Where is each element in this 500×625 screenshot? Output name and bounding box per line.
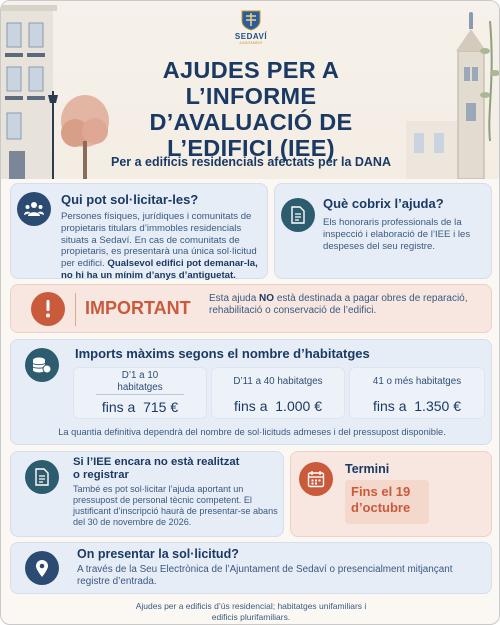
heading-line: o registrar: [73, 469, 129, 481]
deadline-card: [290, 451, 492, 537]
page-title: [101, 57, 401, 161]
tier-label-line: D’1 a 10: [121, 370, 159, 381]
important-text-before: Esta ajuda: [209, 293, 257, 304]
tier-prefix: fins a: [101, 399, 136, 415]
amount-tier-2: [211, 367, 345, 419]
where-text: A través de la Seu Electrònica de l’Ajuntament de Sedaví o presencialment mitjançant registre d’entrada.: [77, 564, 453, 587]
tier-label-line: 41 o més habitatges: [372, 376, 462, 387]
amount-tier-3: [349, 367, 485, 419]
who-card: [10, 183, 268, 279]
tier-value: [212, 398, 344, 414]
not-done-card: [10, 451, 284, 537]
amounts-card: [10, 339, 492, 445]
logo-text: SEDAVÍ: [234, 32, 268, 41]
deadline-value: [351, 484, 410, 516]
title-line: AJUDES PER A: [162, 57, 340, 83]
coat-of-arms-icon: [241, 9, 261, 31]
header: [1, 1, 500, 179]
tier-label-line: habitatges: [117, 381, 163, 393]
tier-label: [212, 376, 344, 388]
heading-line: Si l’IEE encara no està realitzat: [73, 456, 240, 468]
logo-tagline: AJUNTAMENT: [239, 41, 263, 45]
where-heading: On presentar la sol·licitud?: [77, 547, 239, 561]
who-highlight: Qualsevol edifici pot demanar-la, no hi ha un mínim d’anys d’antiguetat.: [61, 258, 258, 281]
sedavi-logo: [229, 9, 273, 45]
tier-prefix: fins a: [373, 398, 407, 414]
title-line: L’INFORME: [185, 83, 317, 109]
document-icon: [281, 198, 315, 232]
plant-illustration: [479, 21, 500, 141]
tier-amount: 1.000 €: [275, 398, 322, 414]
tier-value: [74, 399, 206, 415]
not-done-heading: [73, 456, 239, 482]
amount-tier-1: [73, 367, 207, 419]
footer-line: Ajudes per a edificis d’ús residencial; habitatges unifamiliars i: [135, 601, 367, 611]
tier-amount: 1.350 €: [414, 398, 461, 414]
tier-divider: [96, 394, 184, 395]
exclamation-icon: [31, 292, 65, 326]
important-text: [209, 293, 479, 317]
page-subtitle: Per a edificis residencials afectats per la DANA: [111, 155, 391, 169]
tier-prefix: fins a: [234, 398, 268, 414]
amounts-note: La quantia definitiva dependrà del nombre de sol·licituds admeses i del pressupost disponible.: [58, 427, 446, 437]
tier-label: [350, 376, 484, 388]
calendar-icon: [299, 462, 333, 496]
document-icon: [25, 460, 59, 494]
title-line: D’AVALUACIÓ DE: [149, 109, 353, 135]
important-label: IMPORTANT: [85, 298, 191, 318]
tier-value: [350, 398, 484, 414]
amounts-heading: Imports màxims segons el nombre d’habitatges: [75, 346, 370, 361]
coins-icon: [25, 348, 59, 382]
tier-amount: 715 €: [143, 399, 179, 415]
deadline-heading: Termini: [345, 462, 390, 476]
deadline-line: d’octubre: [351, 500, 411, 515]
deadline-line: Fins el 19: [351, 484, 411, 499]
location-pin-icon: [25, 551, 59, 585]
important-card: [10, 284, 492, 333]
where-card: [10, 542, 492, 594]
people-icon: [17, 192, 51, 226]
footer-line: edificis plurifamiliars.: [211, 611, 291, 622]
tier-label: [74, 370, 206, 393]
title-line: L’EDIFICI (IEE): [167, 135, 335, 161]
not-done-text: També es pot sol·licitar l’ajuda aportant un pressupost de personal tècnic competent. El justificant d’inscripció haurà de presentar-se abans del 30 de novembre de 2026.: [73, 484, 278, 527]
who-body: Persones físiques, jurídiques i comunitats de propietaris titulars d’immobles residencials situats a Sedaví. En cas de comunitats de propietaris, es presentarà una única sol·licitud per edifici.: [61, 211, 257, 270]
important-no: NO: [259, 293, 275, 304]
tier-label-line: D’11 a 40 habitatges: [233, 376, 323, 387]
covers-heading: Què cobrix l’ajuda?: [323, 196, 444, 211]
important-divider: [75, 293, 76, 326]
important-text-after: està destinada a pagar obres de reparació, rehabilitació o conservació de l’edifici.: [209, 293, 468, 316]
who-text: [61, 211, 265, 282]
covers-text: Els honoraris professionals de la inspecció i elaboració de l’IEE i les despeses del seu registre.: [323, 217, 471, 252]
footer-note: [81, 601, 421, 622]
who-heading: Qui pot sol·licitar-les?: [61, 192, 199, 207]
covers-card: [274, 183, 492, 279]
